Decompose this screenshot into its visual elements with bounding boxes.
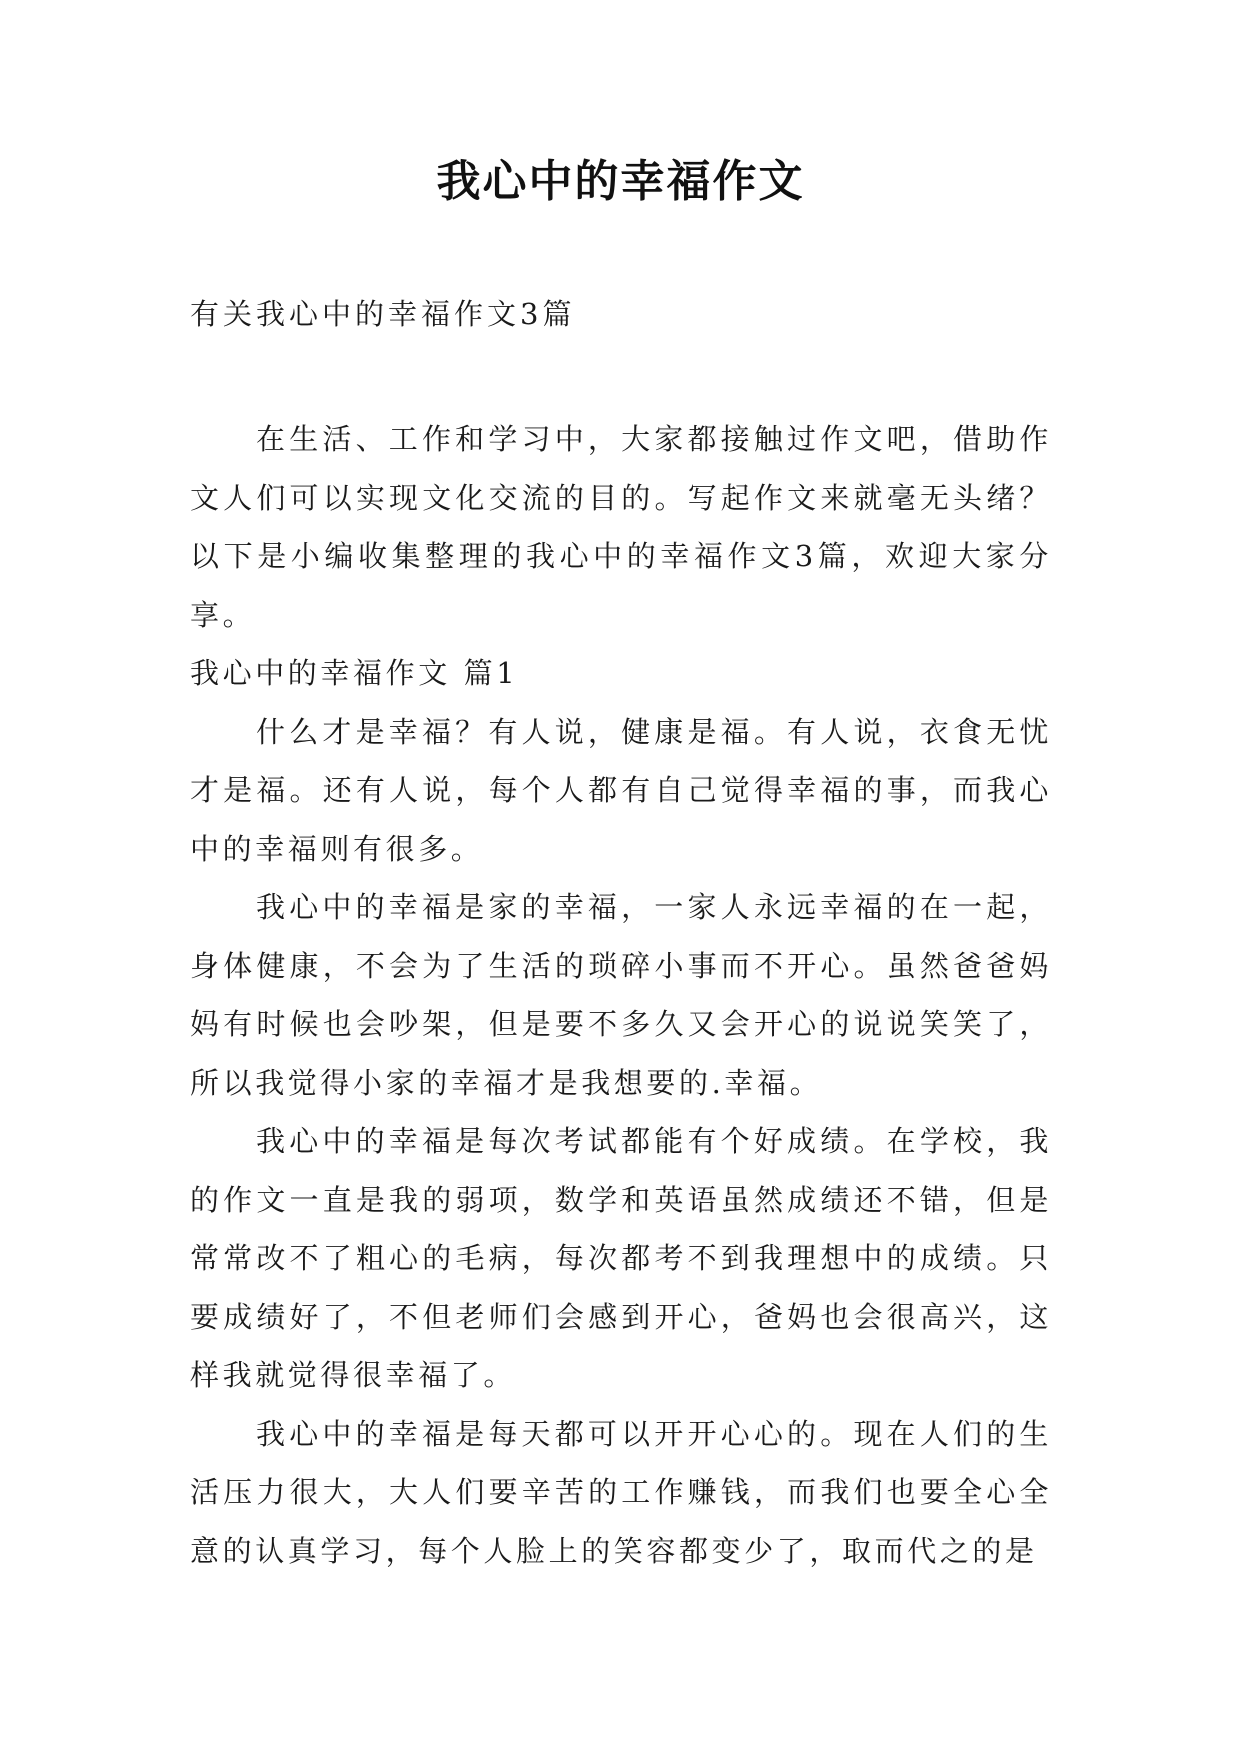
body-paragraph: 我心中的幸福是家的幸福，一家人永远幸福的在一起，身体健康，不会为了生活的琐碎小事而不开心。虽然爸爸妈妈有时候也会吵架，但是要不多久又会开心的说说笑笑了，所以我觉得小家的幸福才是我想要的.幸福。 — [190, 890, 1052, 1100]
document-body — [190, 410, 1052, 1580]
body-paragraph: 什么才是幸福？有人说，健康是福。有人说，衣食无忧才是福。还有人说，每个人都有自己觉得幸福的事，而我心中的幸福则有很多。 — [190, 714, 1052, 866]
body-paragraph: 我心中的幸福是每次考试都能有个好成绩。在学校，我的作文一直是我的弱项，数学和英语虽然成绩还不错，但是常常改不了粗心的毛病，每次都考不到我理想中的成绩。只要成绩好了，不但老师们会感到开心，爸妈也会很高兴，这样我就觉得很幸福了。 — [190, 1124, 1052, 1392]
document-title: 我心中的幸福作文 — [436, 156, 805, 207]
intro-paragraph: 在生活、工作和学习中，大家都接触过作文吧，借助作文人们可以实现文化交流的目的。写起作文来就毫无头绪？以下是小编收集整理的我心中的幸福作文3篇，欢迎大家分享。 — [190, 422, 1052, 632]
body-paragraph: 我心中的幸福是每天都可以开开心心的。现在人们的生活压力很大，大人们要辛苦的工作赚钱，而我们也要全心全意的认真学习，每个人脸上的笑容都变少了，取而代之的是 — [190, 1416, 1052, 1568]
section-heading: 我心中的幸福作文 篇1 — [190, 656, 519, 690]
document-subtitle: 有关我心中的幸福作文3篇 — [190, 297, 576, 331]
